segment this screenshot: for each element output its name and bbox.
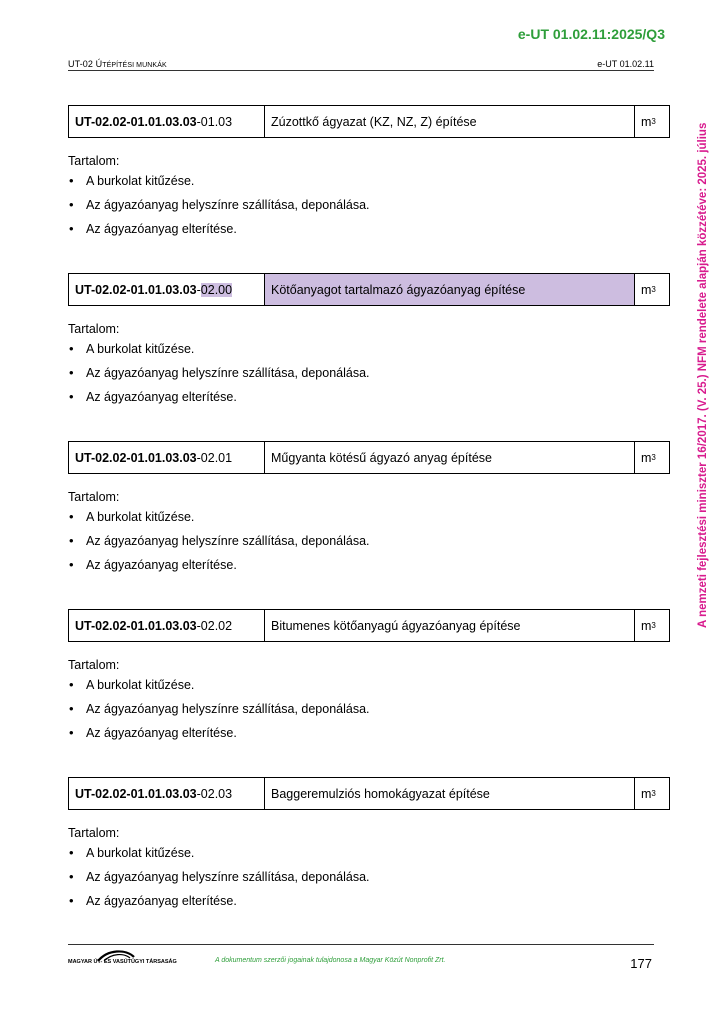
- content-label: Tartalom:: [68, 322, 120, 336]
- list-item: • A burkolat kitűzése.: [68, 342, 670, 366]
- content-list: [68, 846, 670, 918]
- content-label: Tartalom:: [68, 154, 120, 168]
- code-main: UT-02.02-01.01.03.03: [75, 618, 197, 633]
- code-main: UT-02.02-01.01.03.03: [75, 114, 197, 129]
- work-item: [68, 777, 670, 918]
- list-item: • Az ágyazóanyag helyszínre szállítása, deponálása.: [68, 366, 670, 390]
- content-label: Tartalom:: [68, 826, 120, 840]
- unit-base: m: [641, 450, 652, 465]
- list-item: • Az ágyazóanyag elterítése.: [68, 726, 670, 750]
- work-item-name: Baggeremulziós homokágyazat építése: [265, 778, 635, 809]
- code-main: UT-02.02-01.01.03.03: [75, 450, 197, 465]
- work-item-code: [69, 442, 265, 473]
- header-divider: [68, 70, 654, 71]
- list-item: • Az ágyazóanyag elterítése.: [68, 222, 670, 246]
- unit-base: m: [641, 618, 652, 633]
- header-section-small: TÉPÍTÉSI MUNKÁK: [102, 62, 167, 69]
- work-item-code: [69, 106, 265, 137]
- list-item: • Az ágyazóanyag elterítése.: [68, 558, 670, 582]
- work-item-unit: m 3: [641, 282, 656, 297]
- list-item: • Az ágyazóanyag elterítése.: [68, 894, 670, 918]
- code-main: UT-02.02-01.01.03.03: [75, 786, 197, 801]
- code-suffix: -01.03: [196, 114, 233, 129]
- work-item: [68, 105, 670, 246]
- list-item: • Az ágyazóanyag elterítése.: [68, 390, 670, 414]
- work-item-name: Bitumenes kötőanyagú ágyazóanyag építése: [265, 610, 635, 641]
- unit-base: m: [641, 786, 652, 801]
- code-main: UT-02.02-01.01.03.03: [75, 282, 197, 297]
- company-logo-text: MAGYAR ÚT- ÉS VASÚTÜGYI TÁRSASÁG: [68, 959, 177, 965]
- work-item: [68, 609, 670, 750]
- document-code: e-UT 01.02.11:2025/Q3: [517, 26, 665, 42]
- footer-divider: [68, 944, 654, 945]
- work-item-header-row: [68, 105, 670, 138]
- unit-base: m: [641, 282, 652, 297]
- header-section-main: UT-02 Ú: [68, 59, 103, 69]
- list-item: • A burkolat kitűzése.: [68, 510, 670, 534]
- work-item-name: Zúzottkő ágyazat (KZ, NZ, Z) építése: [265, 106, 635, 137]
- work-item-name: Műgyanta kötésű ágyazó anyag építése: [265, 442, 635, 473]
- work-item-header-row: [68, 777, 670, 810]
- work-item-unit: m 3: [641, 618, 656, 633]
- content-list: [68, 174, 670, 246]
- list-item: • Az ágyazóanyag helyszínre szállítása, deponálása.: [68, 702, 670, 726]
- list-item: • A burkolat kitűzése.: [68, 678, 670, 702]
- copyright-notice: A dokumentum szerzői jogainak tulajdonosa a Magyar Közút Nonprofit Zrt.: [215, 957, 446, 964]
- header-doc-id: e-UT 01.02.11: [597, 59, 654, 69]
- company-logo-icon: [68, 947, 168, 969]
- list-item: • Az ágyazóanyag helyszínre szállítása, deponálása.: [68, 534, 670, 558]
- content-list: [68, 678, 670, 750]
- content-label: Tartalom:: [68, 490, 120, 504]
- code-suffix: -02.02: [196, 618, 233, 633]
- work-item-code: [69, 610, 265, 641]
- work-item-header-row: [68, 273, 670, 306]
- content-list: [68, 510, 670, 582]
- list-item: • A burkolat kitűzése.: [68, 174, 670, 198]
- list-item: • A burkolat kitűzése.: [68, 846, 670, 870]
- content-list: [68, 342, 670, 414]
- work-item-name: Kötőanyagot tartalmazó ágyazóanyag építése: [265, 274, 635, 305]
- work-item-unit: m 3: [641, 786, 656, 801]
- side-note-text: A nemzeti fejlesztési miniszter 16/2017. (V. 25.) NFM rendelete alapján közzétéve: 2025. július: [697, 122, 709, 628]
- work-item-unit: m 3: [641, 114, 656, 129]
- content-label: Tartalom:: [68, 658, 120, 672]
- work-item-header-row: [68, 609, 670, 642]
- work-item: [68, 273, 670, 414]
- header-section-title: [68, 59, 167, 69]
- work-item-code: [69, 274, 265, 305]
- page-number: 177: [630, 956, 652, 971]
- work-item-code: [69, 778, 265, 809]
- work-item: [68, 441, 670, 582]
- work-item-unit: m 3: [641, 450, 656, 465]
- code-suffix: -02.03: [196, 786, 233, 801]
- code-suffix: -02.01: [196, 450, 233, 465]
- code-suffix-highlighted: 02.00: [200, 282, 233, 297]
- list-item: • Az ágyazóanyag helyszínre szállítása, deponálása.: [68, 870, 670, 894]
- work-item-header-row: [68, 441, 670, 474]
- unit-base: m: [641, 114, 652, 129]
- code-suffix-dash: -: [196, 282, 201, 297]
- list-item: • Az ágyazóanyag helyszínre szállítása, deponálása.: [68, 198, 670, 222]
